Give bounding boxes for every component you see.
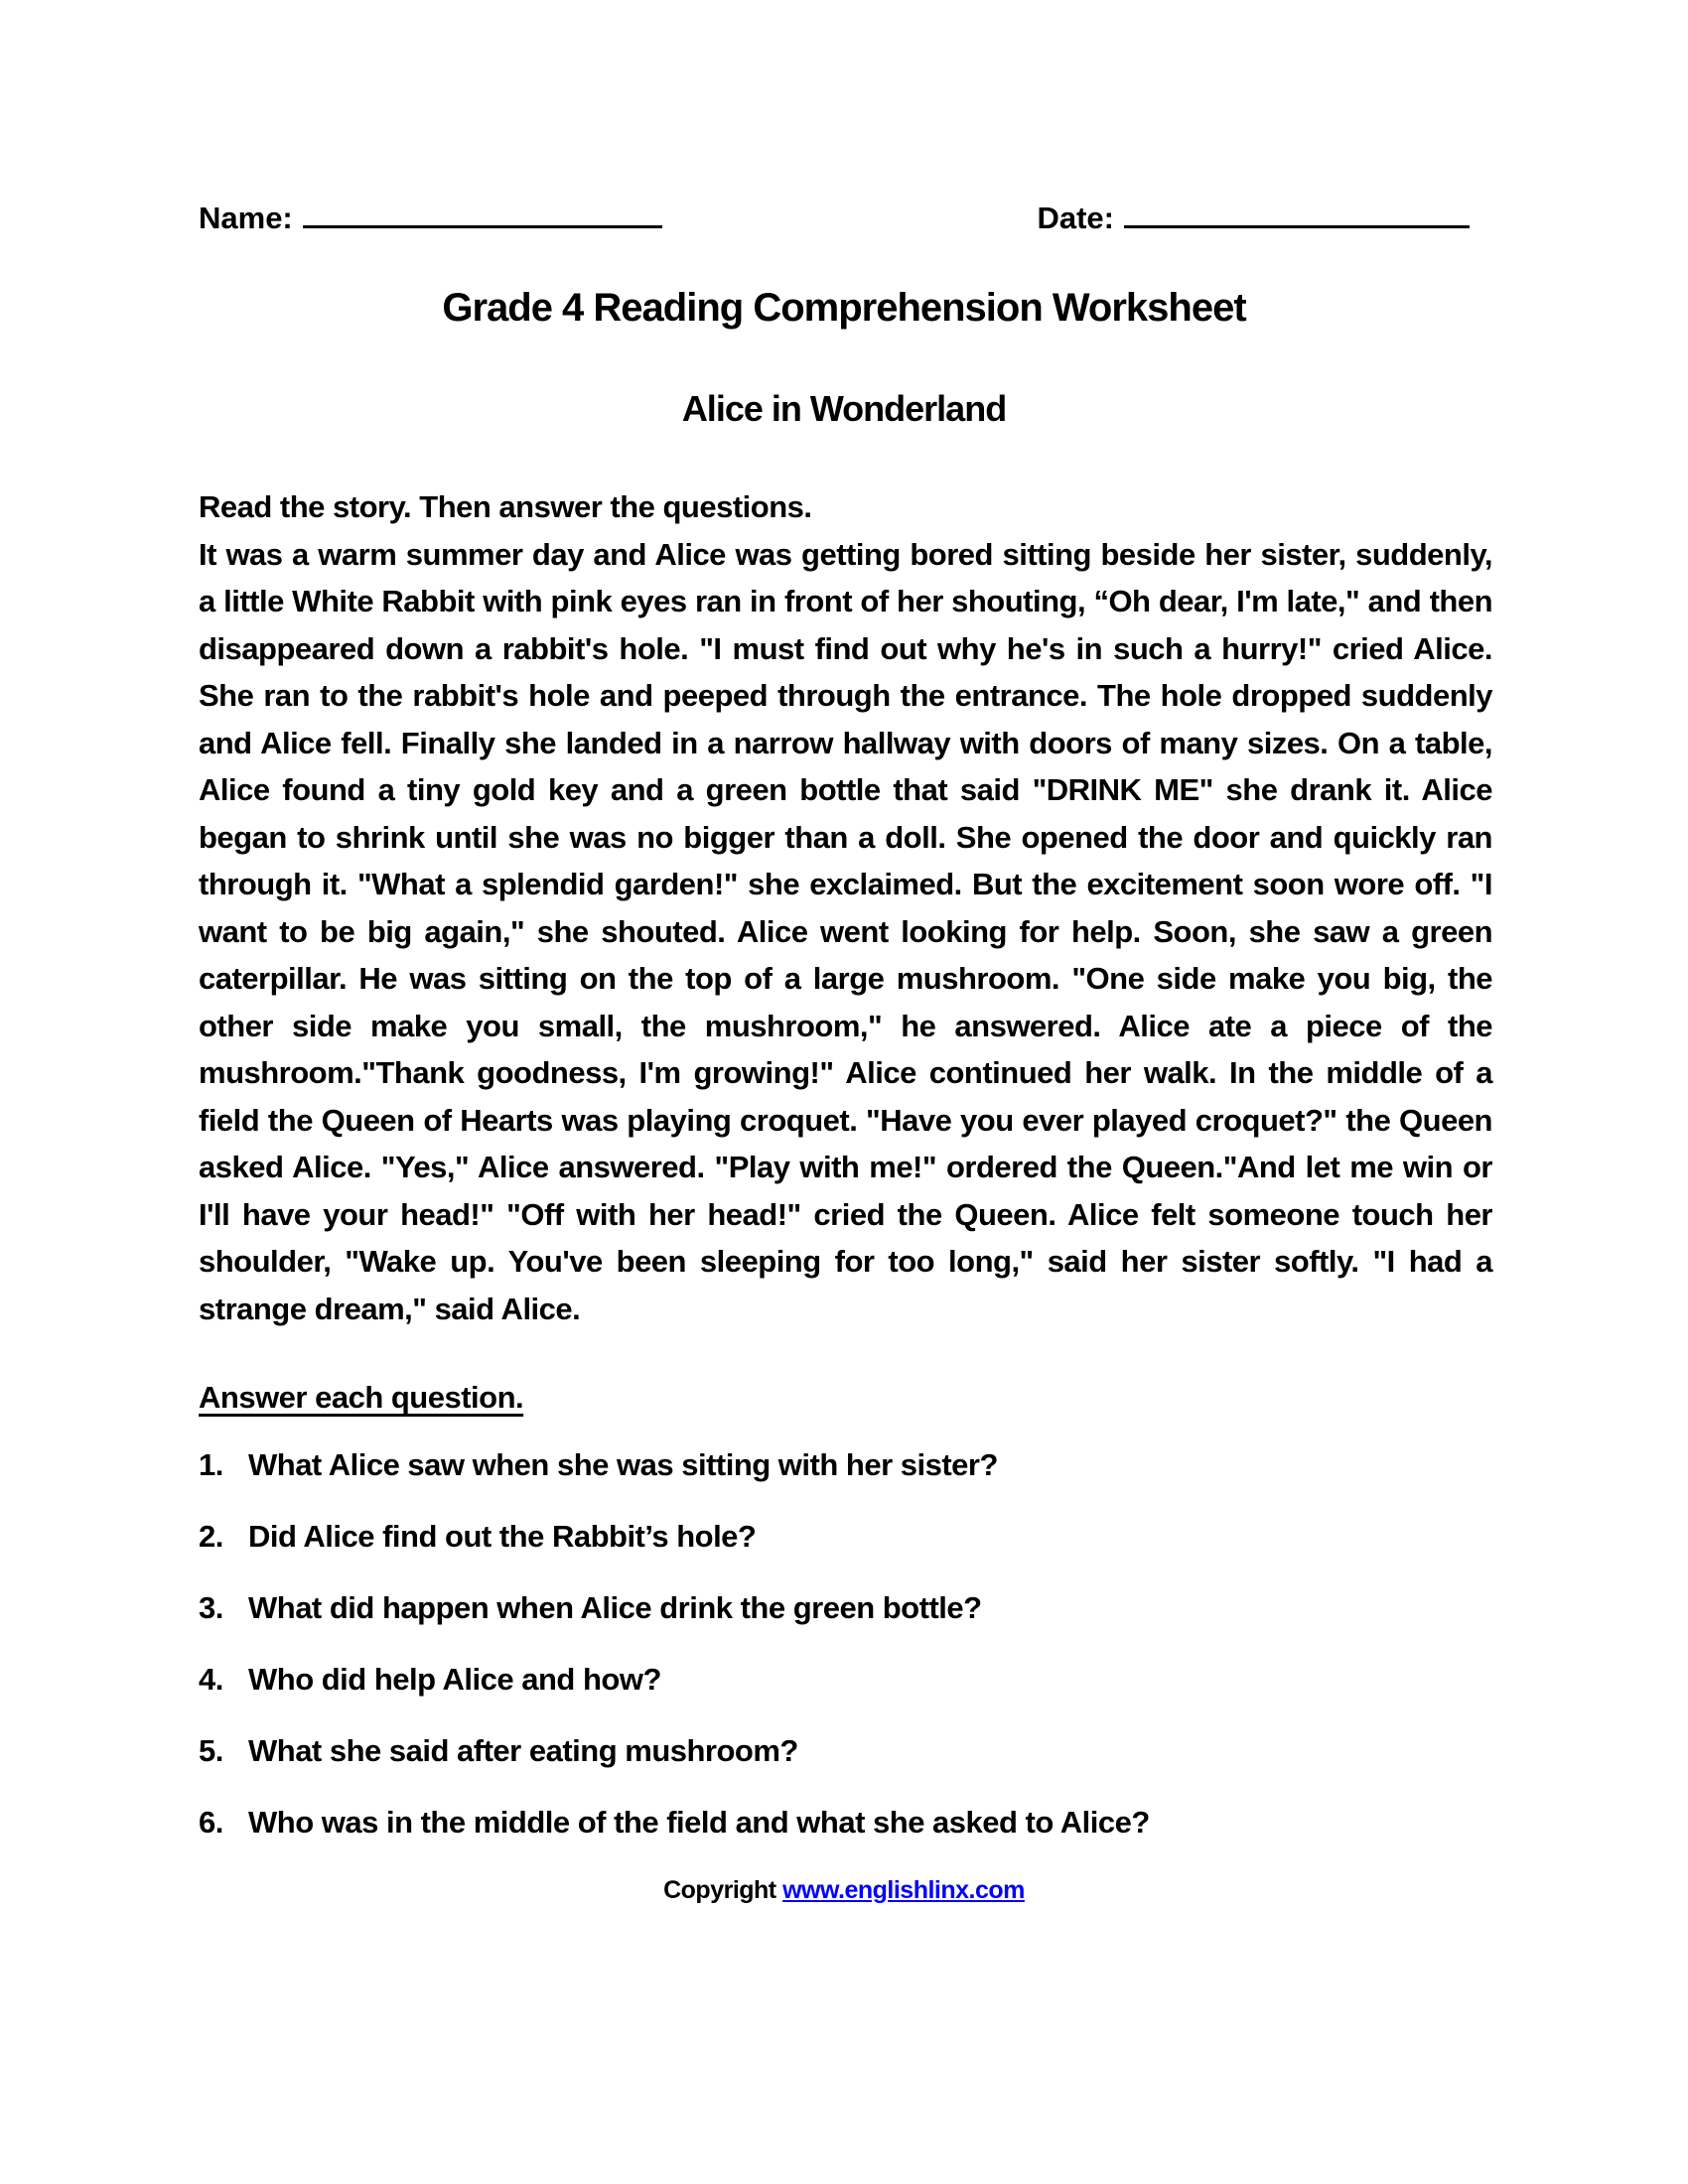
page-subtitle: Alice in Wonderland [681,388,1007,429]
story-instruction: Read the story. Then answer the questions. [199,489,812,524]
question-item [199,1519,1492,1554]
question-item [199,1805,1492,1840]
question-number: 3. [199,1590,223,1625]
question-text: Who was in the middle of the field and what she asked to Alice? [248,1805,1150,1840]
date-field [1037,192,1470,236]
story-block [199,483,1492,1332]
header-row [199,192,1470,236]
question-item [199,1733,1492,1768]
question-number: 1. [199,1447,223,1482]
date-blank-line [1124,192,1470,228]
question-number: 5. [199,1733,223,1768]
question-text: Who did help Alice and how? [248,1662,661,1697]
name-field [199,192,662,236]
question-text: What Alice saw when she was sitting with her sister? [248,1447,998,1482]
question-item [199,1590,1492,1625]
question-text: Did Alice find out the Rabbit’s hole? [248,1519,757,1554]
name-blank-line [303,192,662,228]
page-title: Grade 4 Reading Comprehension Worksheet [442,286,1246,330]
name-label: Name: [199,201,293,235]
question-list [199,1447,1492,1840]
copyright-link[interactable]: www.englishlinx.com [782,1876,1025,1904]
date-label: Date: [1037,201,1114,235]
footer [0,1876,1688,1905]
story-paragraph: It was a warm summer day and Alice was getting bored sitting beside her sister, suddenly, a little White Rabbit with pink eyes ran in front of her shouting, “Oh dear, I'm late," and then disappeared down a rabbit's hole. "I must find out why he's in such a hurry!" cried Alice. She ran to the rabbit's hole and peeped through the entrance. The hole dropped suddenly and Alice fell. Finally she landed in a narrow hallway with doors of many sizes. On a table, Alice found a tiny gold key and a green bottle that said "DRINK ME" she drank it. Alice began to shrink until she was no bigger than a doll. She opened the door and quickly ran through it. "What a splendid garden!" she exclaimed. But the excitement soon wore off. "I want to be big again," she shouted. Alice went looking for help. Soon, she saw a green caterpillar. He was sitting on the top of a large mushroom. "One side make you big, the other side make you small, the mushroom," he answered. Alice ate a piece of the mushroom."Thank goodness, I'm growing!" Alice continued her walk. In the middle of a field the Queen of Hearts was playing croquet. "Have you ever played croquet?" the Queen asked Alice. "Yes," Alice answered. "Play with me!" ordered the Queen."And let me win or I'll have your head!" "Off with her head!" cried the Queen. Alice felt someone touch her shoulder, "Wake up. You've been sleeping for too long," said her sister softly. "I had a strange dream," said Alice. [199,536,1492,1326]
questions-heading: Answer each question. [199,1380,524,1415]
question-number: 2. [199,1519,223,1554]
question-item [199,1447,1492,1482]
questions-section [199,1380,1492,1840]
question-item [199,1662,1492,1697]
question-number: 6. [199,1805,223,1840]
question-number: 4. [199,1662,223,1697]
question-text: What did happen when Alice drink the green bottle? [248,1590,982,1625]
copyright-label: Copyright [663,1876,776,1904]
question-text: What she said after eating mushroom? [248,1733,798,1768]
